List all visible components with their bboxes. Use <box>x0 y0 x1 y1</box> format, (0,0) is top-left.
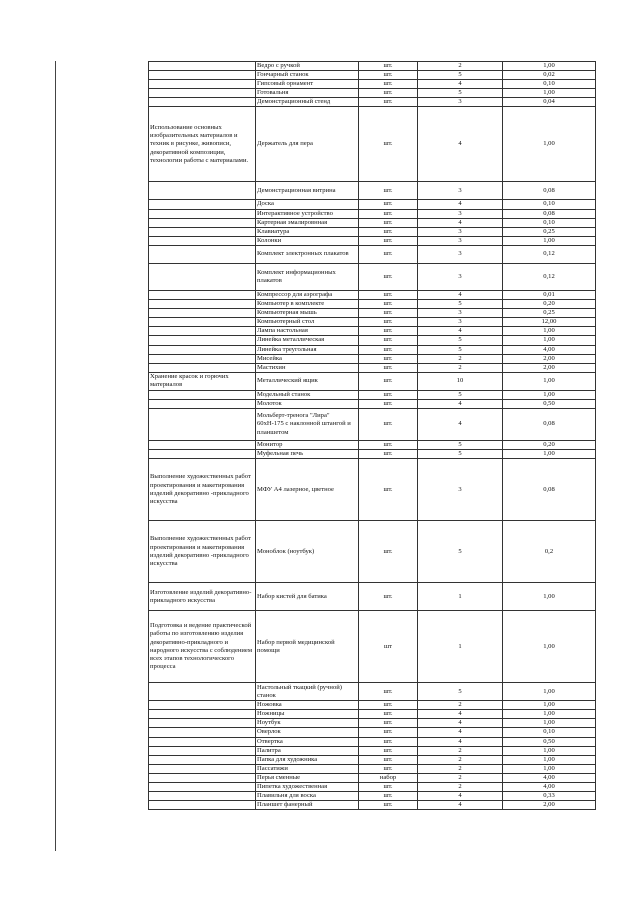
name-cell: МФУ А4 лазерное, цветное <box>256 459 359 521</box>
coefficient-cell: 1,00 <box>503 583 596 611</box>
purpose-cell <box>149 227 256 236</box>
coefficient-cell: 0,50 <box>503 399 596 408</box>
coefficient-cell: 0,25 <box>503 227 596 236</box>
unit-cell: шт. <box>359 218 418 227</box>
coefficient-cell: 0,08 <box>503 182 596 200</box>
table-row <box>149 300 596 309</box>
quantity-cell: 3 <box>418 245 503 263</box>
purpose-cell <box>149 773 256 782</box>
purpose-cell: Изготовление изделий декоративно-прикладного искусства <box>149 583 256 611</box>
quantity-cell: 3 <box>418 263 503 290</box>
table-row <box>149 459 596 521</box>
quantity-cell: 5 <box>418 440 503 449</box>
name-cell: Пипетка художественная <box>256 783 359 792</box>
quantity-cell: 2 <box>418 773 503 782</box>
purpose-cell <box>149 755 256 764</box>
quantity-cell: 5 <box>418 450 503 459</box>
name-cell: Мольберт-тренога "Лира" 60хН-175 с наклонной штангой и планшетом <box>256 408 359 440</box>
name-cell: Оверлок <box>256 728 359 737</box>
quantity-cell: 5 <box>418 521 503 583</box>
name-cell: Настольный ткацкий (ручной) станок <box>256 683 359 701</box>
table-row <box>149 345 596 354</box>
coefficient-cell: 1,00 <box>503 107 596 182</box>
table-row <box>149 737 596 746</box>
purpose-cell <box>149 245 256 263</box>
coefficient-cell: 0,2 <box>503 521 596 583</box>
coefficient-cell: 0,10 <box>503 728 596 737</box>
quantity-cell: 2 <box>418 755 503 764</box>
name-cell: Муфельная печь <box>256 450 359 459</box>
purpose-cell: Выполнение художественных работ проектирования и макетирования изделий декоративно -прикладного искусства <box>149 459 256 521</box>
table-row <box>149 440 596 449</box>
coefficient-cell: 0,33 <box>503 792 596 801</box>
purpose-cell <box>149 62 256 71</box>
name-cell: Гипсовый орнамент <box>256 80 359 89</box>
unit-cell: шт. <box>359 521 418 583</box>
name-cell: Плавильня для воска <box>256 792 359 801</box>
quantity-cell: 5 <box>418 71 503 80</box>
unit-cell: шт. <box>359 309 418 318</box>
quantity-cell: 4 <box>418 792 503 801</box>
name-cell: Ножовка <box>256 701 359 710</box>
table-row <box>149 89 596 98</box>
purpose-cell <box>149 728 256 737</box>
coefficient-cell: 0,02 <box>503 71 596 80</box>
coefficient-cell: 0,20 <box>503 440 596 449</box>
table-row <box>149 701 596 710</box>
purpose-cell <box>149 408 256 440</box>
coefficient-cell: 1,00 <box>503 236 596 245</box>
table-row <box>149 336 596 345</box>
unit-cell: шт. <box>359 200 418 209</box>
unit-cell: шт. <box>359 227 418 236</box>
quantity-cell: 5 <box>418 300 503 309</box>
quantity-cell: 2 <box>418 354 503 363</box>
table-row <box>149 583 596 611</box>
purpose-cell <box>149 710 256 719</box>
quantity-cell: 4 <box>418 719 503 728</box>
purpose-cell <box>149 683 256 701</box>
table-row <box>149 354 596 363</box>
purpose-cell <box>149 737 256 746</box>
table-row <box>149 773 596 782</box>
unit-cell: шт. <box>359 755 418 764</box>
quantity-cell: 2 <box>418 746 503 755</box>
unit-cell: шт. <box>359 459 418 521</box>
name-cell: Компрессор для аэрографа <box>256 290 359 299</box>
coefficient-cell: 0,08 <box>503 459 596 521</box>
unit-cell: шт. <box>359 783 418 792</box>
name-cell: Мисейка <box>256 354 359 363</box>
purpose-cell <box>149 440 256 449</box>
table-row <box>149 611 596 683</box>
quantity-cell: 2 <box>418 701 503 710</box>
name-cell: Металлический ящик <box>256 372 359 390</box>
coefficient-cell: 1,00 <box>503 701 596 710</box>
coefficient-cell: 1,00 <box>503 89 596 98</box>
table-row <box>149 408 596 440</box>
table-row <box>149 719 596 728</box>
unit-cell: шт <box>359 611 418 683</box>
purpose-cell <box>149 263 256 290</box>
quantity-cell: 3 <box>418 182 503 200</box>
unit-cell: шт. <box>359 746 418 755</box>
purpose-cell <box>149 236 256 245</box>
quantity-cell: 4 <box>418 327 503 336</box>
unit-cell: шт. <box>359 209 418 218</box>
coefficient-cell: 0,50 <box>503 737 596 746</box>
table-row <box>149 390 596 399</box>
unit-cell: шт. <box>359 764 418 773</box>
name-cell: Ведро с ручкой <box>256 62 359 71</box>
purpose-cell <box>149 801 256 810</box>
name-cell: Клавиатура <box>256 227 359 236</box>
name-cell: Набор кистей для батика <box>256 583 359 611</box>
coefficient-cell: 0,25 <box>503 309 596 318</box>
name-cell: Комплект информационных плакатов <box>256 263 359 290</box>
name-cell: Молоток <box>256 399 359 408</box>
unit-cell: шт. <box>359 290 418 299</box>
unit-cell: шт. <box>359 89 418 98</box>
table-row <box>149 182 596 200</box>
purpose-cell: Выполнение художественных работ проектирования и макетирования изделий декоративно -прикладного искусства <box>149 521 256 583</box>
unit-cell: шт. <box>359 363 418 372</box>
purpose-cell <box>149 345 256 354</box>
table-row <box>149 728 596 737</box>
coefficient-cell: 0,10 <box>503 218 596 227</box>
table-row <box>149 783 596 792</box>
quantity-cell: 4 <box>418 399 503 408</box>
coefficient-cell: 1,00 <box>503 719 596 728</box>
unit-cell: шт. <box>359 737 418 746</box>
coefficient-cell: 1,00 <box>503 336 596 345</box>
coefficient-cell: 1,00 <box>503 764 596 773</box>
quantity-cell: 2 <box>418 363 503 372</box>
table-row <box>149 683 596 701</box>
quantity-cell: 3 <box>418 318 503 327</box>
name-cell: Пассатижи <box>256 764 359 773</box>
quantity-cell: 3 <box>418 236 503 245</box>
unit-cell: шт. <box>359 345 418 354</box>
unit-cell: шт. <box>359 245 418 263</box>
unit-cell: шт. <box>359 327 418 336</box>
purpose-cell <box>149 792 256 801</box>
name-cell: Ножницы <box>256 710 359 719</box>
name-cell: Компьютер в комплекте <box>256 300 359 309</box>
purpose-cell <box>149 71 256 80</box>
name-cell: Монитор <box>256 440 359 449</box>
purpose-cell <box>149 318 256 327</box>
coefficient-cell: 1,00 <box>503 746 596 755</box>
purpose-cell <box>149 354 256 363</box>
quantity-cell: 5 <box>418 390 503 399</box>
purpose-cell <box>149 300 256 309</box>
coefficient-cell: 4,00 <box>503 773 596 782</box>
coefficient-cell: 1,00 <box>503 450 596 459</box>
table-row <box>149 227 596 236</box>
name-cell: Мастихин <box>256 363 359 372</box>
name-cell: Комплект электронных плакатов <box>256 245 359 263</box>
name-cell: Компьютерная мышь <box>256 309 359 318</box>
coefficient-cell: 0,08 <box>503 209 596 218</box>
name-cell: Доска <box>256 200 359 209</box>
name-cell: Картерная эмалировнная <box>256 218 359 227</box>
name-cell: Папка для художника <box>256 755 359 764</box>
left-margin-rule <box>55 61 56 851</box>
coefficient-cell: 1,00 <box>503 710 596 719</box>
name-cell: Готовальня <box>256 89 359 98</box>
coefficient-cell: 0,08 <box>503 408 596 440</box>
coefficient-cell: 1,00 <box>503 755 596 764</box>
coefficient-cell: 0,10 <box>503 200 596 209</box>
unit-cell: шт. <box>359 801 418 810</box>
table-row <box>149 801 596 810</box>
purpose-cell <box>149 209 256 218</box>
quantity-cell: 5 <box>418 89 503 98</box>
purpose-cell <box>149 336 256 345</box>
table-row <box>149 80 596 89</box>
unit-cell: шт. <box>359 792 418 801</box>
quantity-cell: 3 <box>418 309 503 318</box>
coefficient-cell: 1,00 <box>503 327 596 336</box>
name-cell: Модельный станок <box>256 390 359 399</box>
coefficient-cell: 2,00 <box>503 363 596 372</box>
name-cell: Линейка треугольная <box>256 345 359 354</box>
table-row <box>149 521 596 583</box>
quantity-cell: 3 <box>418 98 503 107</box>
unit-cell: набор <box>359 773 418 782</box>
purpose-cell <box>149 450 256 459</box>
quantity-cell: 1 <box>418 583 503 611</box>
table-row <box>149 200 596 209</box>
name-cell: Линейка металлическая <box>256 336 359 345</box>
quantity-cell: 4 <box>418 728 503 737</box>
purpose-cell <box>149 89 256 98</box>
purpose-cell: Подготовка и ведение практической работы по изготовлению изделия декоративно-прикладного и народного искусства с соблюдением всех этапов технологического процесса <box>149 611 256 683</box>
name-cell: Отвертка <box>256 737 359 746</box>
table-row <box>149 746 596 755</box>
table-row <box>149 363 596 372</box>
unit-cell: шт. <box>359 300 418 309</box>
quantity-cell: 4 <box>418 737 503 746</box>
coefficient-cell: 4,00 <box>503 345 596 354</box>
unit-cell: шт. <box>359 318 418 327</box>
unit-cell: шт. <box>359 719 418 728</box>
quantity-cell: 2 <box>418 62 503 71</box>
quantity-cell: 4 <box>418 218 503 227</box>
purpose-cell <box>149 200 256 209</box>
unit-cell: шт. <box>359 80 418 89</box>
name-cell: Планшет фанерный <box>256 801 359 810</box>
unit-cell: шт. <box>359 683 418 701</box>
coefficient-cell: 0,01 <box>503 290 596 299</box>
unit-cell: шт. <box>359 236 418 245</box>
unit-cell: шт. <box>359 336 418 345</box>
quantity-cell: 1 <box>418 611 503 683</box>
table-row <box>149 764 596 773</box>
name-cell: Ноутбук <box>256 719 359 728</box>
equipment-table <box>148 61 596 810</box>
table-row <box>149 107 596 182</box>
unit-cell: шт. <box>359 71 418 80</box>
purpose-cell <box>149 390 256 399</box>
table-row <box>149 290 596 299</box>
purpose-cell <box>149 327 256 336</box>
name-cell: Лампа настольная <box>256 327 359 336</box>
purpose-cell <box>149 363 256 372</box>
table-row <box>149 71 596 80</box>
quantity-cell: 4 <box>418 80 503 89</box>
table-row <box>149 399 596 408</box>
quantity-cell: 4 <box>418 290 503 299</box>
quantity-cell: 5 <box>418 336 503 345</box>
table-row <box>149 318 596 327</box>
purpose-cell <box>149 218 256 227</box>
name-cell: Набор первой медицинской помощи <box>256 611 359 683</box>
unit-cell: шт. <box>359 728 418 737</box>
table-row <box>149 755 596 764</box>
coefficient-cell: 0,12 <box>503 263 596 290</box>
table-row <box>149 372 596 390</box>
coefficient-cell: 0,10 <box>503 80 596 89</box>
coefficient-cell: 12,00 <box>503 318 596 327</box>
purpose-cell <box>149 182 256 200</box>
coefficient-cell: 1,00 <box>503 372 596 390</box>
quantity-cell: 3 <box>418 459 503 521</box>
name-cell: Интерактивное устройство <box>256 209 359 218</box>
quantity-cell: 2 <box>418 783 503 792</box>
quantity-cell: 4 <box>418 107 503 182</box>
purpose-cell <box>149 290 256 299</box>
name-cell: Палитра <box>256 746 359 755</box>
purpose-cell: Использование основных изобразительных материалов и техник в рисунке, живописи, декоративной композиции, технологии работы с материалами. <box>149 107 256 182</box>
unit-cell: шт. <box>359 408 418 440</box>
unit-cell: шт. <box>359 701 418 710</box>
coefficient-cell: 1,00 <box>503 683 596 701</box>
table-row <box>149 209 596 218</box>
unit-cell: шт. <box>359 583 418 611</box>
quantity-cell: 3 <box>418 227 503 236</box>
unit-cell: шт. <box>359 390 418 399</box>
coefficient-cell: 1,00 <box>503 62 596 71</box>
coefficient-cell: 2,00 <box>503 801 596 810</box>
quantity-cell: 10 <box>418 372 503 390</box>
quantity-cell: 5 <box>418 345 503 354</box>
quantity-cell: 4 <box>418 710 503 719</box>
name-cell: Перья сменные <box>256 773 359 782</box>
quantity-cell: 4 <box>418 200 503 209</box>
unit-cell: шт. <box>359 62 418 71</box>
purpose-cell <box>149 309 256 318</box>
table-row <box>149 327 596 336</box>
name-cell: Гончарный станок <box>256 71 359 80</box>
table-row <box>149 98 596 107</box>
quantity-cell: 4 <box>418 408 503 440</box>
coefficient-cell: 0,12 <box>503 245 596 263</box>
table-row <box>149 309 596 318</box>
purpose-cell <box>149 764 256 773</box>
purpose-cell <box>149 783 256 792</box>
purpose-cell: Хранение красок и горючих материалов <box>149 372 256 390</box>
purpose-cell <box>149 701 256 710</box>
table-row <box>149 236 596 245</box>
table-row <box>149 710 596 719</box>
name-cell: Моноблок (ноутбук) <box>256 521 359 583</box>
coefficient-cell: 0,20 <box>503 300 596 309</box>
equipment-table-body <box>149 62 596 810</box>
purpose-cell <box>149 399 256 408</box>
name-cell: Держатель для пера <box>256 107 359 182</box>
unit-cell: шт. <box>359 450 418 459</box>
unit-cell: шт. <box>359 399 418 408</box>
name-cell: Компьютерный стол <box>256 318 359 327</box>
coefficient-cell: 0,04 <box>503 98 596 107</box>
purpose-cell <box>149 746 256 755</box>
coefficient-cell: 1,00 <box>503 390 596 399</box>
purpose-cell <box>149 98 256 107</box>
table-row <box>149 450 596 459</box>
purpose-cell <box>149 80 256 89</box>
table-row <box>149 263 596 290</box>
quantity-cell: 4 <box>418 801 503 810</box>
quantity-cell: 3 <box>418 209 503 218</box>
unit-cell: шт. <box>359 710 418 719</box>
unit-cell: шт. <box>359 354 418 363</box>
coefficient-cell: 2,00 <box>503 354 596 363</box>
table-row <box>149 62 596 71</box>
table-row <box>149 792 596 801</box>
coefficient-cell: 1,00 <box>503 611 596 683</box>
unit-cell: шт. <box>359 98 418 107</box>
table-row <box>149 245 596 263</box>
name-cell: Демонстрационная витрина <box>256 182 359 200</box>
name-cell: Колонки <box>256 236 359 245</box>
name-cell: Демонстрационный стенд <box>256 98 359 107</box>
quantity-cell: 5 <box>418 683 503 701</box>
quantity-cell: 2 <box>418 764 503 773</box>
purpose-cell <box>149 719 256 728</box>
unit-cell: шт. <box>359 107 418 182</box>
coefficient-cell: 4,00 <box>503 783 596 792</box>
table-row <box>149 218 596 227</box>
unit-cell: шт. <box>359 263 418 290</box>
unit-cell: шт. <box>359 440 418 449</box>
unit-cell: шт. <box>359 182 418 200</box>
unit-cell: шт. <box>359 372 418 390</box>
